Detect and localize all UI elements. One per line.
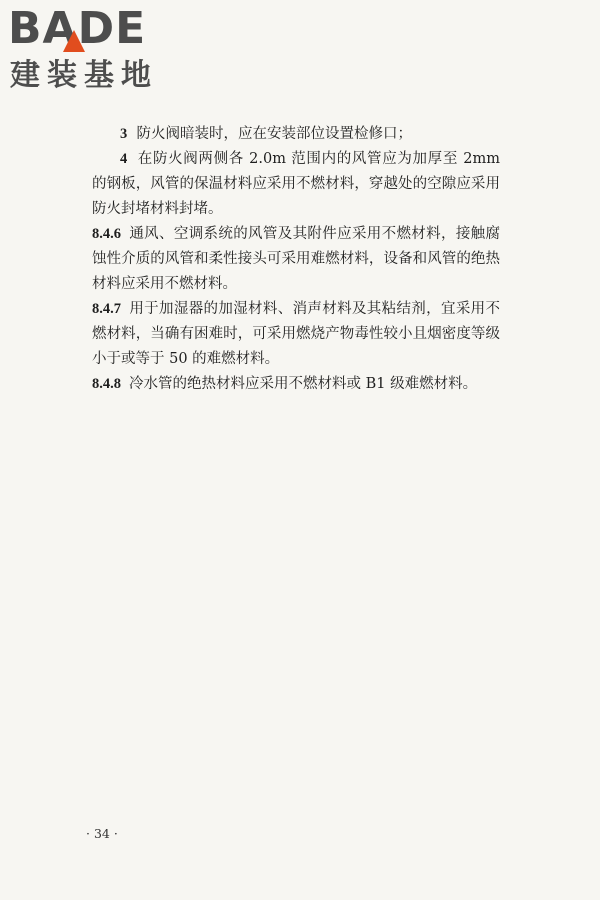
clause — [92, 372, 500, 397]
item-number: 4 — [120, 151, 128, 167]
clause-number: 8.4.7 — [92, 301, 121, 317]
list-item — [92, 122, 500, 147]
item-number: 3 — [120, 126, 128, 142]
clause-number: 8.4.8 — [92, 376, 121, 392]
clause — [92, 297, 500, 372]
clause — [92, 222, 500, 297]
clause-text: 冷水管的绝热材料应采用不燃材料或 B1 级难燃材料。 — [129, 376, 478, 392]
page-number: · 34 · — [86, 826, 118, 841]
logo-chinese-text: 建装基地 — [10, 58, 158, 93]
logo-accent-triangle — [63, 30, 85, 52]
item-text: 防火阀暗装时，应在安装部位设置检修口； — [136, 126, 412, 142]
logo-latin-text: BADE — [8, 3, 147, 54]
document-body — [92, 122, 500, 397]
bade-logo — [8, 4, 178, 96]
clause-text: 用于加湿器的加湿材料、消声材料及其粘结剂，宜采用不燃材料，当确有困难时，可采用燃烧产物毒性较小且烟密度等级小于或等于 50 的难燃材料。 — [92, 301, 500, 367]
list-item — [92, 147, 500, 222]
clause-number: 8.4.6 — [92, 226, 121, 242]
clause-text: 通风、空调系统的风管及其附件应采用不燃材料，接触腐蚀性介质的风管和柔性接头可采用难燃材料，设备和风管的绝热材料应采用不燃材料。 — [92, 226, 500, 292]
item-text: 在防火阀两侧各 2.0m 范围内的风管应为加厚至 2mm 的钢板，风管的保温材料应采用不燃材料，穿越处的空隙应采用防火封堵材料封堵。 — [92, 151, 500, 217]
